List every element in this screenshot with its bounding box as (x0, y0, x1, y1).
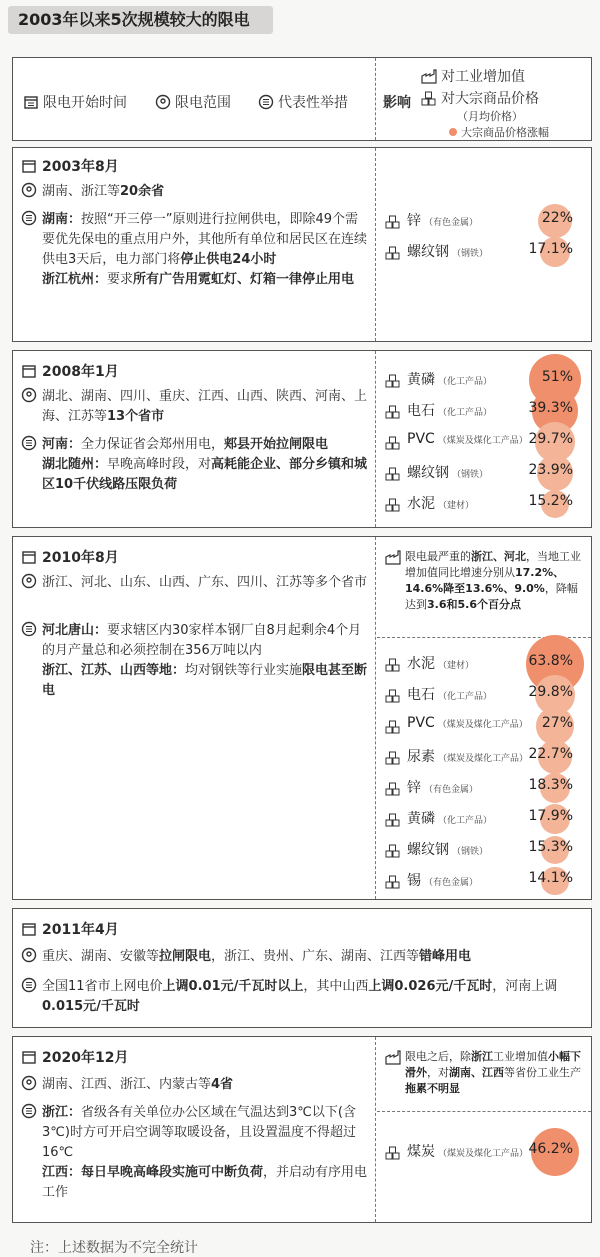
impact-row (377, 866, 591, 896)
impact-row (377, 206, 591, 236)
goods-stack-icon (385, 373, 401, 392)
block-2020 (12, 1036, 592, 1223)
legend-commodity: 对大宗商品价格 (421, 88, 539, 108)
location-pin-icon (21, 387, 37, 403)
impact-row (377, 680, 591, 710)
block-measure: 河北唐山：要求辖区内30家样本钢厂自8月起剩余4个月的月产量总和必须控制在356万吨以内 浙江、江苏、山西等地：均对钢铁等行业实施限电甚至断电 (21, 621, 369, 701)
list-icon (21, 435, 37, 451)
block-measure: 浙江：省级各有关单位办公区域在气温达到3℃以下(含3℃)时方可开启空调等取暖设备，且设置温度不得超过16℃ 江西：每日早晚高峰段实施可中断负荷，并启动有序用电工作 (21, 1103, 369, 1203)
commodity-category: （钢铁） (452, 847, 489, 857)
list-icon (21, 210, 37, 226)
commodity-name: 黄磷 （化工产品） (407, 372, 493, 388)
location-pin-icon (21, 182, 37, 198)
price-rise-value: 29.7% (528, 431, 573, 447)
commodity-name: 锡 （有色金属） (407, 873, 479, 889)
commodity-name: 水泥 （建材） (407, 496, 475, 512)
commodity-category: （化工产品） (438, 377, 493, 387)
commodity-name: 锌 （有色金属） (407, 780, 479, 796)
industrial-note: 限电最严重的浙江、河北，当地工业增加值同比增速分别从17.2%、14.6%降至13.6%、9.0%，降幅达到3.6和5.6个百分点 (385, 549, 587, 613)
commodity-category: （建材） (438, 501, 475, 511)
block-2003 (12, 147, 592, 342)
impact-row (377, 711, 591, 741)
commodity-name: 黄磷 （化工产品） (407, 811, 493, 827)
goods-stack-icon (421, 90, 437, 106)
price-rise-value: 17.1% (528, 241, 573, 257)
impact-list (377, 351, 591, 527)
goods-stack-icon (385, 874, 401, 893)
footnote: 注：上述数据为不完全统计 (30, 1240, 198, 1256)
commodity-category: （钢铁） (452, 249, 489, 259)
legend-industrial: 对工业增加值 (421, 66, 525, 86)
commodity-category: （煤炭及煤化工产品） (438, 1149, 529, 1159)
factory-icon (421, 68, 437, 84)
commodity-category: （钢铁） (452, 470, 489, 480)
block-scope: 重庆、湖南、安徽等拉闸限电，浙江、贵州、广东、湖南、江西等错峰用电 (21, 947, 585, 967)
goods-stack-icon (385, 688, 401, 707)
commodity-name: 水泥 （建材） (407, 656, 475, 672)
price-rise-value: 15.3% (528, 839, 573, 855)
impact-row (377, 804, 591, 834)
price-rise-value: 15.2% (528, 493, 573, 509)
bubble-legend-icon (449, 128, 457, 136)
block-scope: 湖北、湖南、四川、重庆、江西、山西、陕西、河南、上海、江苏等13个省市 (21, 387, 369, 427)
goods-stack-icon (385, 245, 401, 264)
price-rise-value: 22% (541, 210, 573, 226)
commodity-name: 电石 （化工产品） (407, 687, 493, 703)
legend-box: 限电开始时间 限电范围 代表性举措 影响 对工业增加值 对大宗商品价格 （月均价格） 大宗商品价格涨幅 (12, 57, 592, 141)
block-2011 (12, 908, 592, 1028)
block-measure: 河南：全力保证省会郑州用电，郏县开始拉闸限电 湖北随州：早晚高峰时段，对高耗能企业、部分乡镇和城区10千伏线路压限负荷 (21, 435, 369, 495)
impact-row (377, 742, 591, 772)
commodity-category: （有色金属） (424, 785, 479, 795)
commodity-name: 螺纹钢 （钢铁） (407, 842, 489, 858)
legend-time: 限电开始时间 (23, 92, 127, 112)
location-pin-icon (21, 573, 37, 589)
block-scope: 湖南、浙江等20余省 (21, 182, 369, 202)
commodity-name: 煤炭 （煤炭及煤化工产品） (407, 1144, 529, 1160)
block-measure: 湖南：按照“开三停一”原则进行拉闸供电，即除49个需要优先保电的重点用户外，其他所有单位和居民区在连续供电3天后，电力部门将停止供电24小时 浙江杭州：要求所有广告用霓虹灯、灯箱一律停止用电 (21, 210, 369, 290)
goods-stack-icon (385, 781, 401, 800)
calendar-icon (21, 1049, 37, 1065)
price-rise-value: 18.3% (528, 777, 573, 793)
calendar-icon (21, 549, 37, 565)
price-rise-value: 27% (541, 715, 573, 731)
goods-stack-icon (385, 497, 401, 516)
commodity-name: PVC （煤炭及煤化工产品） (407, 431, 528, 447)
commodity-category: （化工产品） (438, 408, 493, 418)
commodity-category: （有色金属） (424, 878, 479, 888)
list-icon (21, 977, 37, 993)
price-rise-value: 39.3% (528, 400, 573, 416)
commodity-name: 螺纹钢 （钢铁） (407, 244, 489, 260)
goods-stack-icon (385, 812, 401, 831)
price-rise-value: 29.8% (528, 684, 573, 700)
commodity-category: （煤炭及煤化工产品） (437, 720, 528, 730)
goods-stack-icon (385, 435, 401, 454)
block-date: 2008年1月 (21, 361, 119, 381)
impact-row (377, 427, 591, 457)
block-date: 2010年8月 (21, 547, 119, 567)
goods-stack-icon (385, 719, 401, 738)
price-rise-value: 22.7% (528, 746, 573, 762)
impact-row (377, 237, 591, 267)
price-rise-value: 63.8% (528, 653, 573, 669)
list-icon (21, 1103, 37, 1119)
price-rise-value: 17.9% (528, 808, 573, 824)
commodity-name: 电石 （化工产品） (407, 403, 493, 419)
commodity-category: （化工产品） (438, 816, 493, 826)
price-rise-value: 51% (541, 369, 573, 385)
goods-stack-icon (385, 1145, 401, 1164)
goods-stack-icon (385, 466, 401, 485)
commodity-name: PVC （煤炭及煤化工产品） (407, 715, 528, 731)
goods-stack-icon (385, 750, 401, 769)
block-date: 2011年4月 (21, 919, 119, 939)
goods-stack-icon (385, 214, 401, 233)
block-date: 2020年12月 (21, 1047, 128, 1067)
price-rise-value: 46.2% (528, 1141, 573, 1157)
calendar-icon (21, 363, 37, 379)
goods-stack-icon (385, 657, 401, 676)
impact-row (377, 458, 591, 488)
legend-measure: 代表性举措 (258, 92, 348, 112)
commodity-category: （煤炭及煤化工产品） (437, 436, 528, 446)
goods-stack-icon (385, 404, 401, 423)
legend-impact: 影响 (383, 95, 411, 111)
impact-row (377, 835, 591, 865)
commodity-name: 锌 （有色金属） (407, 213, 479, 229)
impact-row (377, 489, 591, 519)
impact-row (377, 773, 591, 803)
legend-scope: 限电范围 (155, 92, 231, 112)
commodity-name: 螺纹钢 （钢铁） (407, 465, 489, 481)
goods-stack-icon (385, 843, 401, 862)
price-rise-value: 23.9% (528, 462, 573, 478)
page-title: 2003年以来5次规模较大的限电 (8, 6, 273, 34)
commodity-name: 尿素 （煤炭及煤化工产品） (407, 749, 529, 765)
calendar-icon (21, 158, 37, 174)
price-rise-value: 14.1% (528, 870, 573, 886)
block-measure: 全国11省市上网电价上调0.01元/千瓦时以上，其中山西上调0.026元/千瓦时，河南上调0.015元/千瓦时 (21, 977, 585, 1017)
block-2008 (12, 350, 592, 528)
list-icon (258, 94, 274, 110)
location-pin-icon (21, 1075, 37, 1091)
legend-rise: 大宗商品价格涨幅 (449, 124, 549, 140)
calendar-icon (21, 921, 37, 937)
industrial-note: 限电之后，除浙江工业增加值小幅下滑外，对湖南、江西等省份工业生产拖累不明显 (385, 1049, 587, 1097)
list-icon (21, 621, 37, 637)
commodity-category: （化工产品） (438, 692, 493, 702)
location-pin-icon (21, 947, 37, 963)
impact-list (377, 537, 591, 899)
block-scope: 湖南、江西、浙江、内蒙古等4省 (21, 1075, 369, 1095)
impact-list (377, 148, 591, 341)
location-pin-icon (155, 94, 171, 110)
calendar-icon (23, 94, 39, 110)
commodity-category: （有色金属） (424, 218, 479, 228)
impact-row (377, 1137, 591, 1167)
impact-list (377, 1037, 591, 1222)
block-2010 (12, 536, 592, 900)
commodity-category: （建材） (438, 661, 475, 671)
block-date: 2003年8月 (21, 156, 119, 176)
block-scope: 浙江、河北、山东、山西、广东、四川、江苏等多个省市 (21, 573, 369, 593)
commodity-category: （煤炭及煤化工产品） (438, 754, 529, 764)
